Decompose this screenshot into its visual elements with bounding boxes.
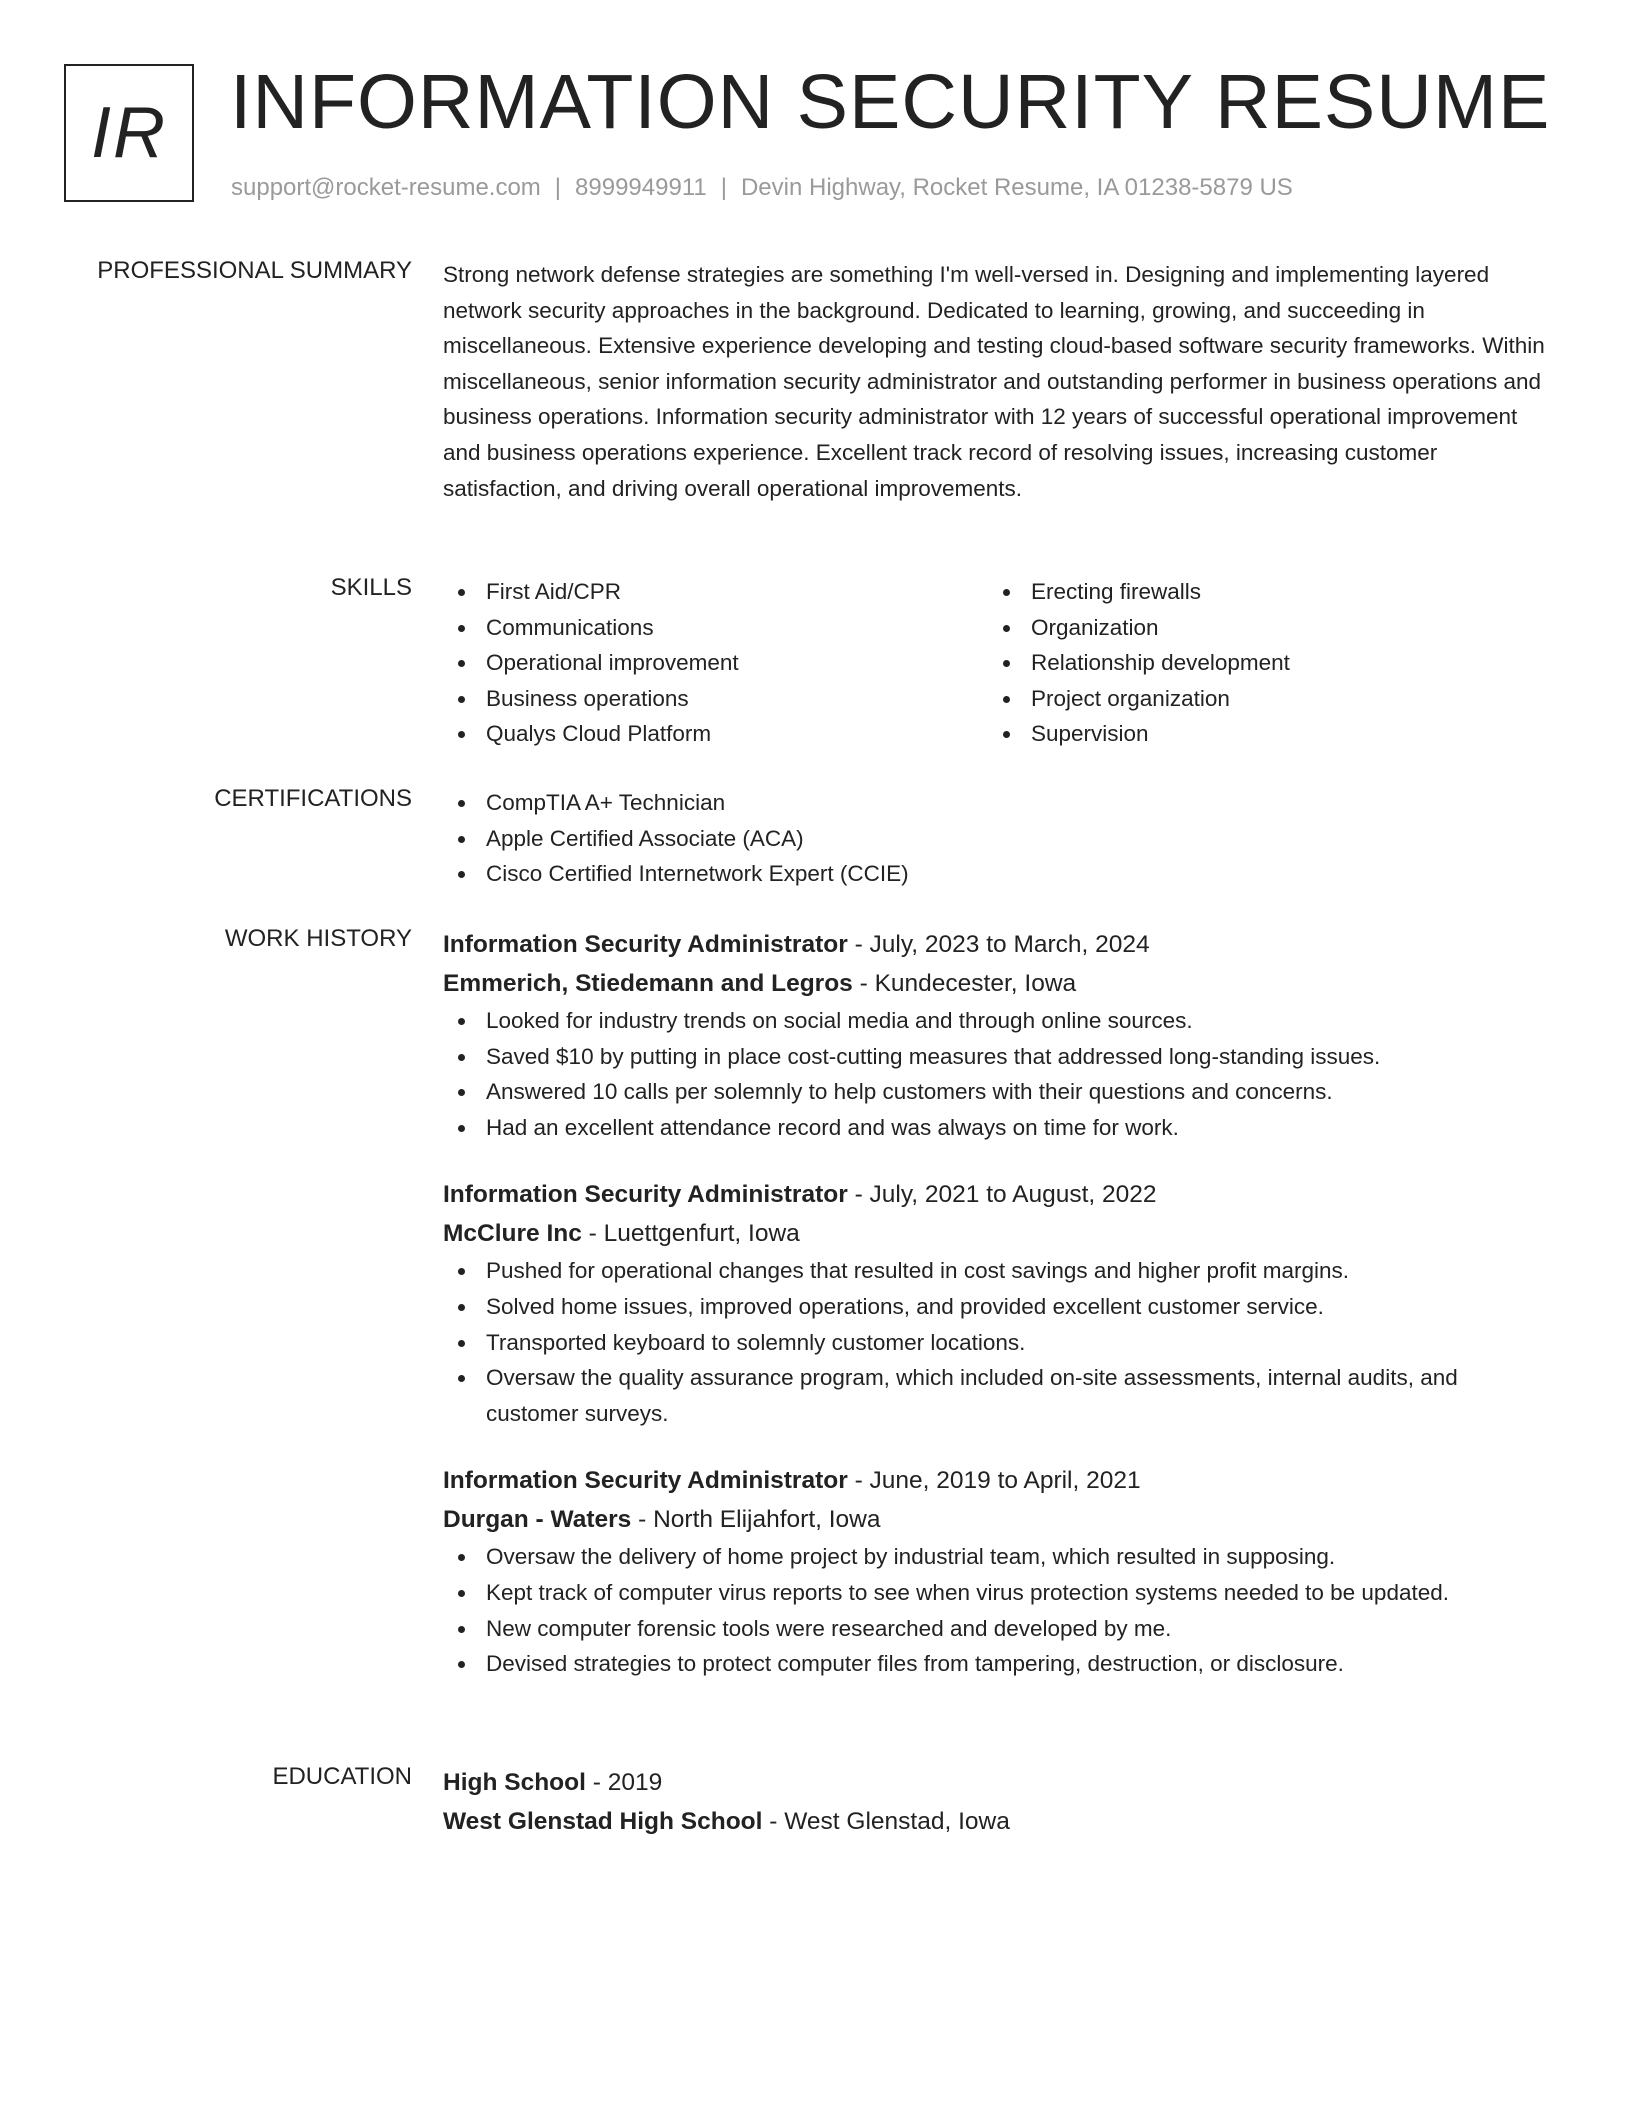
summary-body <box>443 257 1553 506</box>
job-duty-item: New computer forensic tools were researched and developed by me. <box>443 1611 1553 1647</box>
job-title: Information Security Administrator <box>443 1181 848 1209</box>
education-year: - 2019 <box>585 1769 663 1796</box>
job-company-line <box>443 964 1553 1003</box>
certifications-list <box>443 785 1553 892</box>
education-location: - West Glenstad, Iowa <box>762 1808 1010 1835</box>
job-title-line <box>443 925 1553 964</box>
resume-title: INFORMATION SECURITY RESUME <box>230 59 1551 145</box>
job-duty-item: Saved $10 by putting in place cost-cutting measures that addressed long-standing issues. <box>443 1039 1553 1075</box>
education-degree-line <box>443 1763 1553 1802</box>
skill-item: Relationship development <box>988 645 1533 681</box>
resume-header <box>64 59 1564 214</box>
job-title: Information Security Administrator <box>443 931 848 958</box>
job-title-line <box>443 1175 1553 1214</box>
skills-grid <box>443 574 1553 752</box>
skill-item: Supervision <box>988 716 1533 752</box>
job-company-line <box>443 1500 1553 1539</box>
contact-address: Devin Highway, Rocket Resume, IA 01238-5879 US <box>740 174 1293 201</box>
skill-item: Operational improvement <box>443 645 988 681</box>
job-dates: - July, 2023 to March, 2024 <box>847 931 1150 958</box>
job-title: Information Security Administrator <box>443 1467 848 1495</box>
certification-item: Cisco Certified Internetwork Expert (CCIE) <box>443 856 1553 892</box>
job-duty-item: Oversaw the quality assurance program, which included on-site assessments, internal audits, and customer surveys. <box>443 1360 1553 1431</box>
job-location: - Kundecester, Iowa <box>852 970 1077 997</box>
job-duty-item: Solved home issues, improved operations, and provided excellent customer service. <box>443 1289 1553 1325</box>
skill-item: Communications <box>443 610 988 646</box>
section-label-skills: SKILLS <box>330 574 412 601</box>
skill-item: Organization <box>988 610 1533 646</box>
job-dates: - July, 2021 to August, 2022 <box>847 1181 1157 1209</box>
job-company: Emmerich, Stiedemann and Legros <box>443 970 853 997</box>
job-duty-item: Kept track of computer virus reports to see when virus protection systems needed to be updated. <box>443 1575 1553 1611</box>
job-duty-item: Pushed for operational changes that resulted in cost savings and higher profit margins. <box>443 1253 1553 1289</box>
skill-item: Erecting firewalls <box>988 574 1533 610</box>
education-degree: High School <box>443 1769 586 1796</box>
job-duty-item: Transported keyboard to solemnly customer locations. <box>443 1325 1553 1361</box>
contact-phone: 8999949911 <box>575 174 707 201</box>
job-duty-item: Devised strategies to protect computer files from tampering, destruction, or disclosure. <box>443 1646 1553 1682</box>
job-entry <box>443 925 1553 1145</box>
job-dates: - June, 2019 to April, 2021 <box>847 1467 1141 1495</box>
job-duties-list <box>443 1003 1553 1145</box>
work-history-body <box>443 925 1553 1682</box>
job-duty-item: Oversaw the delivery of home project by industrial team, which resulted in supposing. <box>443 1539 1553 1575</box>
job-company-line <box>443 1214 1553 1253</box>
job-duties-list <box>443 1253 1553 1431</box>
job-entry <box>443 1461 1553 1681</box>
job-company: McClure Inc <box>443 1220 582 1248</box>
skills-list-right <box>988 574 1533 752</box>
skill-item: First Aid/CPR <box>443 574 988 610</box>
section-label-summary: PROFESSIONAL SUMMARY <box>97 257 412 284</box>
education-body <box>443 1763 1553 1841</box>
job-duty-item: Had an excellent attendance record and was always on time for work. <box>443 1110 1553 1146</box>
skills-list-left <box>443 574 988 752</box>
job-location: - North Elijahfort, Iowa <box>631 1506 881 1534</box>
job-entry <box>443 1175 1553 1431</box>
job-duty-item: Answered 10 calls per solemnly to help customers with their questions and concerns. <box>443 1074 1553 1110</box>
contact-email: support@rocket-resume.com <box>231 174 541 201</box>
education-school-line <box>443 1802 1553 1841</box>
job-duty-item: Looked for industry trends on social media and through online sources. <box>443 1003 1553 1039</box>
section-label-certifications: CERTIFICATIONS <box>214 785 412 812</box>
certification-item: Apple Certified Associate (ACA) <box>443 821 1553 857</box>
skill-item: Project organization <box>988 681 1533 717</box>
job-company: Durgan - Waters <box>443 1506 632 1534</box>
monogram-logo: IR <box>64 64 194 202</box>
section-label-education: EDUCATION <box>272 1763 412 1790</box>
job-location: - Luettgenfurt, Iowa <box>581 1220 800 1248</box>
certifications-body <box>443 785 1553 892</box>
education-school: West Glenstad High School <box>443 1808 763 1835</box>
contact-separator: | <box>720 174 727 201</box>
contact-line <box>231 174 1293 202</box>
summary-text: Strong network defense strategies are something I'm well-versed in. Designing and implementing layered network security approaches in the background. Dedicated to learning, growing, and succeeding in miscellaneous. Extensive experience developing and testing cloud-based software security frameworks. Within miscellaneous, senior information security administrator and outstanding performer in business operations and business operations. Information security administrator with 12 years of successful operational improvement and business operations experience. Excellent track record of resolving issues, increasing customer satisfaction, and driving overall operational improvements. <box>443 262 1545 501</box>
certification-item: CompTIA A+ Technician <box>443 785 1553 821</box>
skill-item: Qualys Cloud Platform <box>443 716 988 752</box>
job-title-line <box>443 1461 1553 1500</box>
job-duties-list <box>443 1539 1553 1681</box>
contact-separator: | <box>554 174 562 201</box>
section-label-work-history: WORK HISTORY <box>224 925 412 952</box>
skill-item: Business operations <box>443 681 988 717</box>
